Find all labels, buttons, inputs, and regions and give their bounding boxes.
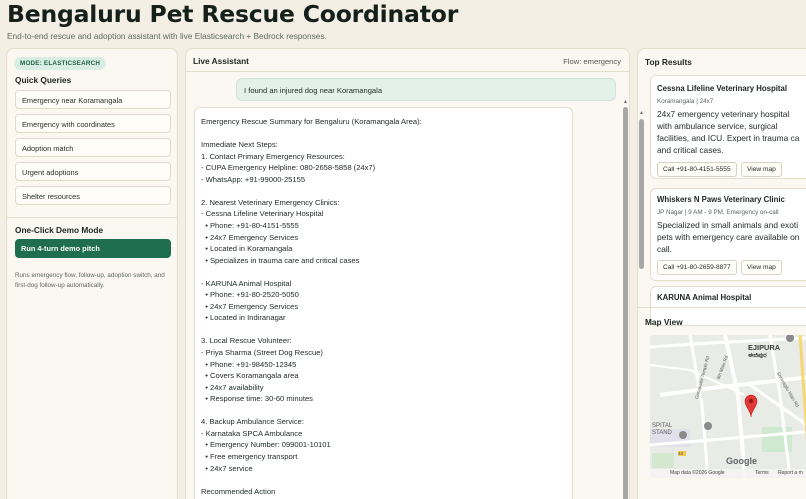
assistant-message-line: • Specializes in trauma care and critical cases bbox=[201, 255, 360, 265]
quick-query-urgent-adoptions[interactable]: Urgent adoptions bbox=[15, 162, 171, 181]
call-button[interactable]: Call +91-80-2659-8877 bbox=[657, 260, 737, 275]
quick-queries-heading: Quick Queries bbox=[15, 75, 72, 85]
assistant-message-line: • Response time: 30-60 minutes bbox=[201, 394, 313, 404]
chat-title: Live Assistant bbox=[193, 56, 249, 66]
result-name: KARUNA Animal Hospital bbox=[657, 293, 752, 302]
top-results-heading: Top Results bbox=[645, 57, 692, 67]
quick-query-emergency-coordinates[interactable]: Emergency with coordinates bbox=[15, 114, 171, 133]
assistant-message-line: 1. Contact Primary Emergency Resources: bbox=[201, 151, 345, 161]
assistant-message-line: • Located in Koramangala bbox=[201, 244, 293, 254]
assistant-message-line: • Emergency Number: 099001-10101 bbox=[201, 440, 331, 450]
result-name: Whiskers N Paws Veterinary Clinic bbox=[657, 195, 785, 204]
assistant-message-line: • Free emergency transport bbox=[201, 451, 298, 461]
results-scroll-up-icon[interactable]: ▲ bbox=[639, 110, 644, 116]
assistant-message-line: - CUPA Emergency Helpline: 080-2658-5858 (24x7) bbox=[201, 163, 376, 173]
assistant-message-line: • 24x7 service bbox=[201, 463, 253, 473]
assistant-message-line: Recommended Action bbox=[201, 486, 276, 496]
control-sidebar bbox=[6, 48, 178, 499]
result-meta: JP Nagar | 9 AM - 9 PM, Emergency on-call bbox=[657, 209, 779, 216]
chat-header bbox=[186, 49, 629, 72]
map-report-link[interactable]: Report a m bbox=[778, 470, 803, 476]
map-road-label: Ganapathi Temple Rd bbox=[694, 355, 711, 400]
map-place-label: STAND bbox=[652, 430, 672, 436]
assistant-message-line: Emergency Rescue Summary for Bengaluru (Koramangala Area): bbox=[201, 117, 422, 126]
map-terms-link[interactable]: Terms bbox=[755, 470, 769, 476]
assistant-message-line: 2. Nearest Veterinary Emergency Clinics: bbox=[201, 197, 340, 207]
result-description-line: pets with emergency care available on bbox=[657, 232, 800, 242]
map-view[interactable] bbox=[650, 335, 806, 478]
chat-panel bbox=[185, 48, 630, 499]
results-scrollbar-thumb[interactable] bbox=[639, 119, 644, 269]
map-area-label-kannada: ಈಜಿಪುರ bbox=[748, 352, 767, 359]
result-description-line: 24x7 emergency veterinary hospital bbox=[657, 109, 790, 119]
demo-description: Runs emergency flow, follow-up, adoption switch, and first-dog follow-up automatically. bbox=[15, 272, 165, 289]
result-description-line: call. bbox=[657, 244, 672, 254]
assistant-message-line: - Cessna Lifeline Veterinary Hospital bbox=[201, 209, 324, 219]
map-footer bbox=[650, 469, 806, 478]
assistant-message-line: • Phone: +91-98450-12345 bbox=[201, 359, 297, 369]
result-name: Cessna Lifeline Veterinary Hospital bbox=[657, 84, 787, 93]
map-view-heading: Map View bbox=[645, 317, 683, 327]
run-demo-button[interactable]: Run 4-turn demo pitch bbox=[15, 239, 171, 258]
assistant-message-line: 3. Local Rescue Volunteer: bbox=[201, 336, 292, 346]
assistant-message-line: • 24x7 Emergency Services bbox=[201, 301, 299, 311]
assistant-message bbox=[194, 107, 573, 499]
app-title: Bengaluru Pet Rescue Coordinator bbox=[7, 0, 459, 28]
google-logo: Google bbox=[726, 456, 757, 466]
result-description-line: and critical cases. bbox=[657, 145, 724, 155]
view-map-button[interactable]: View map bbox=[741, 162, 782, 177]
map-road-label: 8th Main Rd bbox=[715, 355, 729, 380]
assistant-message-line: - Karnataka SPCA Ambulance bbox=[201, 428, 303, 438]
demo-mode-heading: One-Click Demo Mode bbox=[15, 225, 104, 235]
scroll-up-arrow-icon[interactable]: ▲ bbox=[623, 99, 628, 105]
results-divider bbox=[638, 307, 806, 308]
chat-scrollbar-thumb[interactable] bbox=[623, 107, 628, 499]
view-map-button[interactable]: View map bbox=[741, 260, 782, 275]
app-subtitle: End-to-end rescue and adoption assistant with live Elasticsearch + Bedrock responses. bbox=[7, 31, 327, 41]
call-button[interactable]: Call +91-80-4151-5555 bbox=[657, 162, 737, 177]
result-card bbox=[650, 188, 806, 281]
assistant-message-line: • Phone: +91-80-4151-5555 bbox=[201, 220, 299, 230]
assistant-message-line: • 24x7 Emergency Services bbox=[201, 232, 299, 242]
result-description-line: with ambulance service, surgical bbox=[657, 121, 778, 131]
map-area-label: EJIPURA bbox=[748, 343, 781, 352]
user-message: I found an injured dog near Koramangala bbox=[236, 78, 616, 101]
assistant-message-line: • Located in Indiranagar bbox=[201, 313, 286, 323]
results-panel bbox=[637, 48, 806, 499]
map-road-label: Srinivagilu Main Rd bbox=[775, 371, 800, 408]
sidebar-divider bbox=[7, 217, 178, 218]
quick-query-adoption-match[interactable]: Adoption match bbox=[15, 138, 171, 157]
assistant-message-line: - Priya Sharma (Street Dog Rescue) bbox=[201, 348, 323, 357]
map-attribution: Map data ©2026 Google bbox=[670, 470, 725, 476]
quick-query-shelter-resources[interactable]: Shelter resources bbox=[15, 186, 171, 205]
assistant-message-line: - KARUNA Animal Hospital bbox=[201, 278, 292, 288]
assistant-message-line: - WhatsApp: +91-99000-25155 bbox=[201, 174, 306, 184]
result-description-line: facilities, and ICU. Expert in trauma ca bbox=[657, 133, 800, 143]
result-meta: Koramangala | 24x7 bbox=[657, 98, 714, 105]
mode-badge: MODE: ELASTICSEARCH bbox=[14, 57, 106, 70]
assistant-message-line: • Phone: +91-80-2520-5050 bbox=[201, 290, 299, 300]
assistant-message-line: • Covers Koramangala area bbox=[201, 371, 299, 381]
assistant-message-line: 4. Backup Ambulance Service: bbox=[201, 417, 304, 427]
map-place-label: SPITAL bbox=[652, 423, 673, 429]
assistant-message-line: • 24x7 availability bbox=[201, 382, 264, 392]
result-description-line: Specialized in small animals and exoti bbox=[657, 220, 799, 230]
flow-indicator: Flow: emergency bbox=[563, 57, 621, 66]
assistant-message-line: Immediate Next Steps: bbox=[201, 140, 278, 150]
result-card bbox=[650, 75, 806, 179]
map-shield-label: 48 bbox=[678, 451, 684, 456]
quick-query-emergency-koramangala[interactable]: Emergency near Koramangala bbox=[15, 90, 171, 109]
